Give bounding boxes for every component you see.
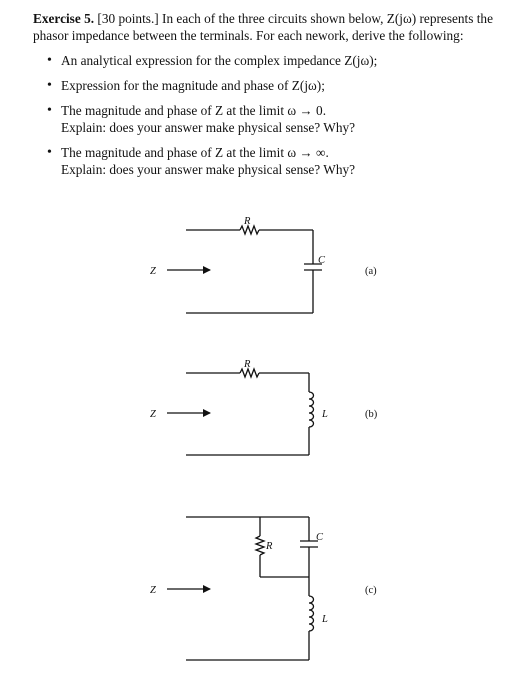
- inductor-symbol: [309, 596, 314, 631]
- resistor-symbol: [240, 226, 259, 234]
- capacitor-label: C: [316, 532, 324, 543]
- circuit-label: (c): [365, 585, 377, 596]
- circuit-b: [167, 369, 314, 455]
- circuit-c: [167, 517, 318, 660]
- capacitor-label: C: [318, 255, 326, 266]
- inductor-symbol: [309, 392, 314, 427]
- resistor-symbol: [256, 536, 264, 555]
- resistor-label: R: [244, 216, 251, 227]
- inductor-label: L: [322, 614, 328, 625]
- z-label: Z: [150, 585, 156, 596]
- z-label: Z: [150, 409, 156, 420]
- inductor-label: L: [322, 409, 328, 420]
- resistor-label: R: [244, 359, 251, 370]
- task-item: • An analytical expression for the complex impedance Z(jω);: [61, 52, 515, 69]
- circuit-label: (a): [365, 266, 377, 277]
- exercise-title: Exercise 5.: [33, 11, 95, 26]
- exercise-intro: [30 points.] In each of the three circuits shown below, Z(jω) represents the phasor impedance between the terminals. For each nework, derive the following:: [33, 11, 493, 43]
- task-item: • The magnitude and phase of Z at the limit ω → 0. Explain: does your answer make physical sense? Why?: [61, 102, 515, 136]
- resistor-label: R: [266, 541, 273, 552]
- task-item: • Expression for the magnitude and phase of Z(jω);: [61, 77, 515, 94]
- circuit-label: (b): [365, 409, 378, 420]
- circuit-a: [167, 226, 322, 313]
- task-item: • The magnitude and phase of Z at the limit ω → ∞. Explain: does your answer make physical sense? Why?: [61, 144, 515, 178]
- z-label: Z: [150, 266, 156, 277]
- resistor-symbol: [240, 369, 259, 377]
